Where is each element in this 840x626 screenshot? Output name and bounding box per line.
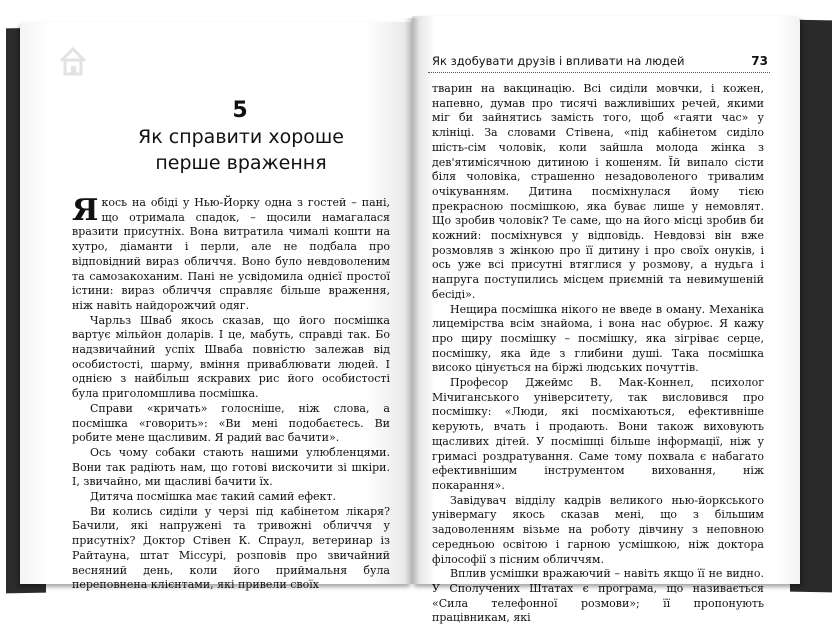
home-icon[interactable] — [56, 44, 90, 78]
left-page-text — [72, 193, 390, 593]
chapter-number: 5 — [232, 98, 248, 123]
paragraph: тварин на вакцинацію. Всі сиділи мовчки, і кожен, напевно, думав про тисячі важливіших речей, якими міг би зайнятись замість того, щоб «гаяти час» у клініці. За словами Стівена, «під кабінетом сиділо шість-сім чоловік, коли зайшла молода жінка з дев'ятимісячною дитиною і кошеням. Їй випало сісти біля чоловіка, страшенно незадоволеного тривалим очікуванням. Дитина посміхнулася йому тією прекрасною посмішкою, яка буває лише у немовлят. Що зробив чоловік? Те саме, що на його місці зробив би кожний: посміхнувся у відповідь. Невдовзі він вже розмовляв з жінкою про її дитину і про своїх онуків, і ось уже всі присутні втяглися у розмову, а нудьга і напруга поступились місцем приємній та невимушеній бесіді». — [432, 82, 764, 301]
chapter-title — [110, 124, 372, 176]
page-number: 73 — [751, 54, 768, 68]
paragraph: Вплив усмішки вражаючий – навіть якщо її не видно. У Сполучених Штатах є програма, що називається «Сила телефонної розмови»; її пропонують працівникам, які — [432, 567, 764, 625]
paragraph: Ось чому собаки стають нашими улюбленцями. Вони так радіють нам, що готові вискочити зі шкіри. І, звичайно, ми щасливі бачити їх. — [72, 445, 390, 489]
paragraph — [72, 193, 390, 314]
header-rule — [428, 72, 770, 73]
paragraph: Ви колись сиділи у черзі під кабінетом лікаря? Бачили, які напружені та тривожні обличчя у присутніх? Доктор Стівен К. Спраул, ветеринар із Райтауна, штат Міссурі, розповів про звичайний весняний день, коли його приймальня була переповнена клієнтами, які привели своїх — [72, 504, 390, 592]
paragraph: Чарльз Шваб якось сказав, що його посмішка вартує мільйон доларів. І це, мабуть, справді так. Бо надзвичайний успіх Шваба повністю залежав від особистості, шарму, вміння приваблювати людей. І однією з найбільш яскравих рис його особистості була приголомшлива посмішка. — [72, 313, 390, 401]
right-page-text — [432, 82, 764, 626]
paragraph: Дитяча посмішка має такий самий ефект. — [90, 490, 336, 504]
drop-cap: Я — [72, 193, 99, 228]
paragraph-text: кось на обіді у Нью-Йорку одна з гостей – пані, що отримала спадок, – щосили намагалася вразити присутніх. Вона витратила чималі кошти на хутро, діаманти і перли, але не подбала про відповідний вираз обличчя. Воно було невдоволеним та самозакоханим. Пані не усвідомила однієї простої істини: вираз обличчя справляє більше враження, ніж навіть найдорожчий одяг. — [72, 196, 390, 312]
running-head: Як здобувати друзів і впливати на людей — [432, 54, 685, 68]
book-gutter — [404, 18, 420, 584]
chapter-title-line: перше враження — [155, 152, 327, 174]
paragraph: Завідувач відділу кадрів великого нью-йоркського універмагу якось сказав мені, що з більшим задоволенням візьме на роботу дівчину з неповною середньою освітою і гарною усмішкою, ніж доктора філософії з пісним обличчям. — [432, 493, 764, 566]
chapter-title-line: Як справити хороше — [138, 126, 344, 148]
paragraph: Справи «кричать» голосніше, ніж слова, а посмішка «говорить»: «Ви мені подобаєтесь. Ви робите мене щасливим. Я радий вас бачити». — [72, 401, 390, 445]
paragraph: Нещира посмішка нікого не введе в оману. Механіка лицемірства всім знайома, і вона нас обурює. Я кажу про щиру посмішку – посмішку, яка зігріває серце, посмішку, яка йде з глибини душі. Така посмішка високо цінується на біржі людських почуттів. — [432, 302, 764, 375]
paragraph: Професор Джеймс В. Мак-Коннел, психолог Мічиганського університету, так висловився про посмішку: «Люди, які посміхаються, ефективніше керують, вчать і продають. Вони також виховують щасливих дітей. У посмішці більше інформації, ніж у гримасі роздратування. Саме тому похвала є набагато ефективнішим інструментом виховання, ніж покарання». — [432, 376, 764, 492]
